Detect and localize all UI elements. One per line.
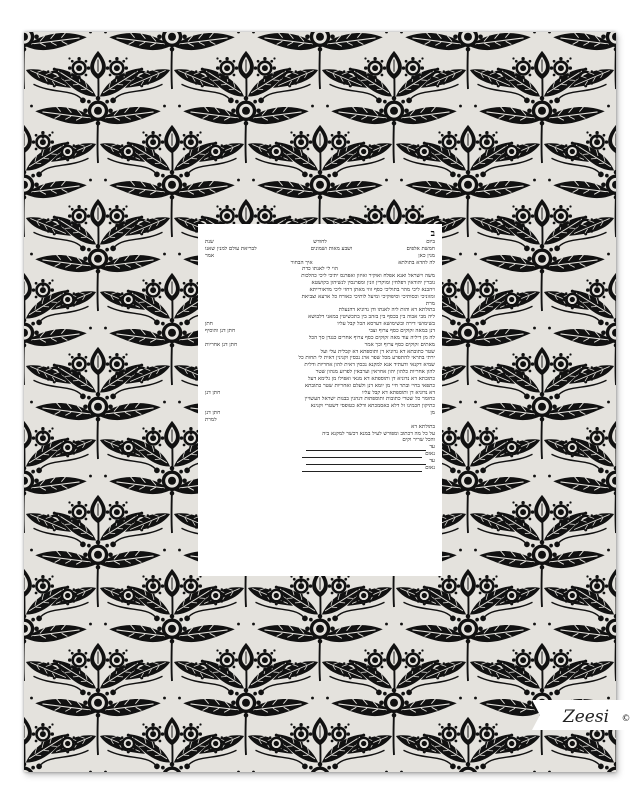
ketubah-line-segment: שטר כתובתא דא נדוניא דן ותוספתא דא קבלית עלי ועל (320, 348, 435, 355)
ketubah-line (205, 431, 435, 438)
witness-signature-line (205, 444, 435, 451)
ketubah-line-segment: ושבע מאות ושמונים (310, 245, 353, 252)
ketubah-lines (205, 239, 435, 444)
ketubah-line (205, 424, 435, 431)
ketubah-line-segment: כתפאי בחיי ובתר חיי מן יומא דנן ולעלם ואחריות שטר כתובתא (304, 382, 435, 389)
ketubah-line-segment: ירתי בתראי להתפרע מכל שפר ארג נכסין וקנינין דאית לי תחות כל (298, 355, 435, 362)
ketubah-line-segment: בתולתא דא (411, 423, 435, 430)
ketubah-line-segment: כתובתא דא נדוניא דן ותוספתא דא מנאי ואפילו מן גלימא דעל (308, 375, 435, 382)
ketubah-line (205, 437, 435, 444)
ketubah-line-segment: ומזוניכי וכסותיכי וסיפוקיכי ומיעל לותיכי כאורח כל ארעא וצביאת (301, 293, 435, 300)
ketubah-line (205, 307, 435, 314)
ketubah-line-segment: מן (430, 410, 435, 417)
ketubah-line (205, 403, 435, 410)
ketubah-line (205, 273, 435, 280)
witness-signature-line (205, 451, 435, 458)
ketubah-line-segment: להון אחריות כלהון יהון אחראין וערבאין לפרוע מנהון שטר (315, 369, 435, 376)
ketubah-line-segment: ליה מבי אבוה בין בכסף בין בזהב בין בתכשיטין במאני דלבושא (308, 314, 435, 321)
ketubah-line (205, 294, 435, 301)
ketubah-line-segment: מנין כאן (418, 252, 435, 259)
witness-signatures (205, 444, 435, 472)
ketubah-line (205, 417, 435, 424)
zeesi-badge (522, 698, 640, 732)
ketubah-line-segment: ביום (426, 239, 435, 245)
opening-letter: ב (430, 230, 435, 239)
ketubah-line-segment: על כל מה דכתוב ומפורש לעיל במנא דכשר למקנא ביה (322, 430, 435, 437)
ketubah-line (205, 383, 435, 390)
ketubah-text-panel (198, 224, 442, 576)
witness-label: נאום (425, 465, 435, 472)
witness-label: נאום (425, 451, 435, 458)
ketubah-line-segment: גוברין יהודאין דפלחין ומוקרין וזנין ומפרנסין לנשיהון בקושטא (311, 280, 435, 287)
ketubah-line-segment: לה מן דיליה עוד מאה זקוקים כסף צרוף אחרים כנגדן סך הכל (308, 334, 435, 341)
ketubah-line (205, 342, 435, 349)
ketubah-line-segment: בשימושי דירה ובשימושא דערסא הכל קבל עליו (337, 321, 435, 328)
ketubah-line-segment: משה וישראל ואנא אפלח ואוקיר ואיזון ואפרנס יתיכי ליכי כהלכות (301, 273, 435, 280)
ketubah-line (205, 230, 435, 239)
ketubah-line (205, 396, 435, 403)
witness-label: עד (429, 458, 435, 465)
ketubah-line-segment: שנת (205, 239, 214, 245)
witness-signature-line (205, 465, 435, 472)
ketubah-line (205, 266, 435, 273)
witness-label: עד (429, 444, 435, 451)
ketubah-line-segment: מאתים זקוקים כסף צרוף וכך אמר (364, 341, 435, 348)
ketubah-line-segment: חתן (205, 321, 213, 328)
ketubah-line (205, 349, 435, 356)
ketubah-line-segment: אמר (205, 252, 215, 259)
ketubah-line-segment: למרת (205, 416, 217, 423)
ketubah-line (205, 362, 435, 369)
ketubah-print (24, 32, 616, 772)
ketubah-line-segment: חתן דנן והוסיף (205, 327, 236, 334)
witness-signature-line (205, 458, 435, 465)
ketubah-line-segment: חמשת אלפים (406, 245, 435, 252)
signature-underline (302, 453, 422, 458)
ketubah-line (205, 253, 435, 260)
ketubah-line-segment: חתן דנן אחריות (205, 341, 238, 348)
ketubah-line (205, 335, 435, 342)
signature-underline (306, 446, 426, 451)
ketubah-line (205, 301, 435, 308)
ketubah-line (205, 369, 435, 376)
ketubah-line-segment: לבריאת עולם למנין שאנו (205, 245, 257, 252)
ketubah-line-segment: לחודש (313, 239, 327, 245)
ketubah-line-segment: מרת (425, 300, 435, 307)
ketubah-line-segment: חתן דנן (205, 389, 221, 396)
ketubah-line (205, 376, 435, 383)
ketubah-line (205, 260, 435, 267)
ketubah-line-segment: חתן דנן (205, 410, 221, 417)
ketubah-line (205, 314, 435, 321)
ketubah-line (205, 246, 435, 253)
ketubah-line-segment: דנן במאה זקוקים כסף צרוף וצבי (368, 327, 435, 334)
ketubah-line (205, 287, 435, 294)
ketubah-line-segment: הוי לי לאנתו כדת (302, 266, 338, 273)
copyright-symbol: © (621, 714, 631, 724)
ketubah-line-segment: דא נדוניא דן ותוספתא דא קבל עליו (362, 389, 435, 396)
ketubah-line-segment: שמיא דקנאי ודעתיד אנא למקנא נכסין דאית להון אחריות ודלית (304, 362, 435, 369)
ketubah-line (205, 280, 435, 287)
ketubah-line-segment: והכל שריר וקים (402, 437, 435, 444)
signature-underline (302, 467, 422, 472)
ketubah-line (205, 239, 435, 246)
ketubah-line-segment: איך הבחור (290, 259, 313, 266)
ketubah-line-segment: בתולתא דא והות ליה לאנתו ודן נדוניא דהנעלת (338, 307, 435, 314)
ketubah-line-segment: כתיקון חכמינו זל דלא כאסמכתא ודלא כטופסי דשטרי וקנינא (310, 403, 435, 410)
ketubah-line (205, 328, 435, 335)
ketubah-line-segment: כחומר כל שטרי כתובות ותוספתות דנהגין בבנות ישראל העשויין (304, 396, 435, 403)
ketubah-line-segment: לה להדא בתולתא (398, 259, 435, 266)
brand-name: Zeesi (562, 707, 610, 727)
ketubah-line-segment: ויהבנא ליכי מהר בתוליכי כסף זוזי מאתן דחזי ליכי מדאורייתא (309, 286, 435, 293)
signature-underline (306, 460, 426, 465)
ketubah-line (205, 410, 435, 417)
ketubah-line (205, 355, 435, 362)
ketubah-line (205, 321, 435, 328)
ketubah-line (205, 390, 435, 397)
